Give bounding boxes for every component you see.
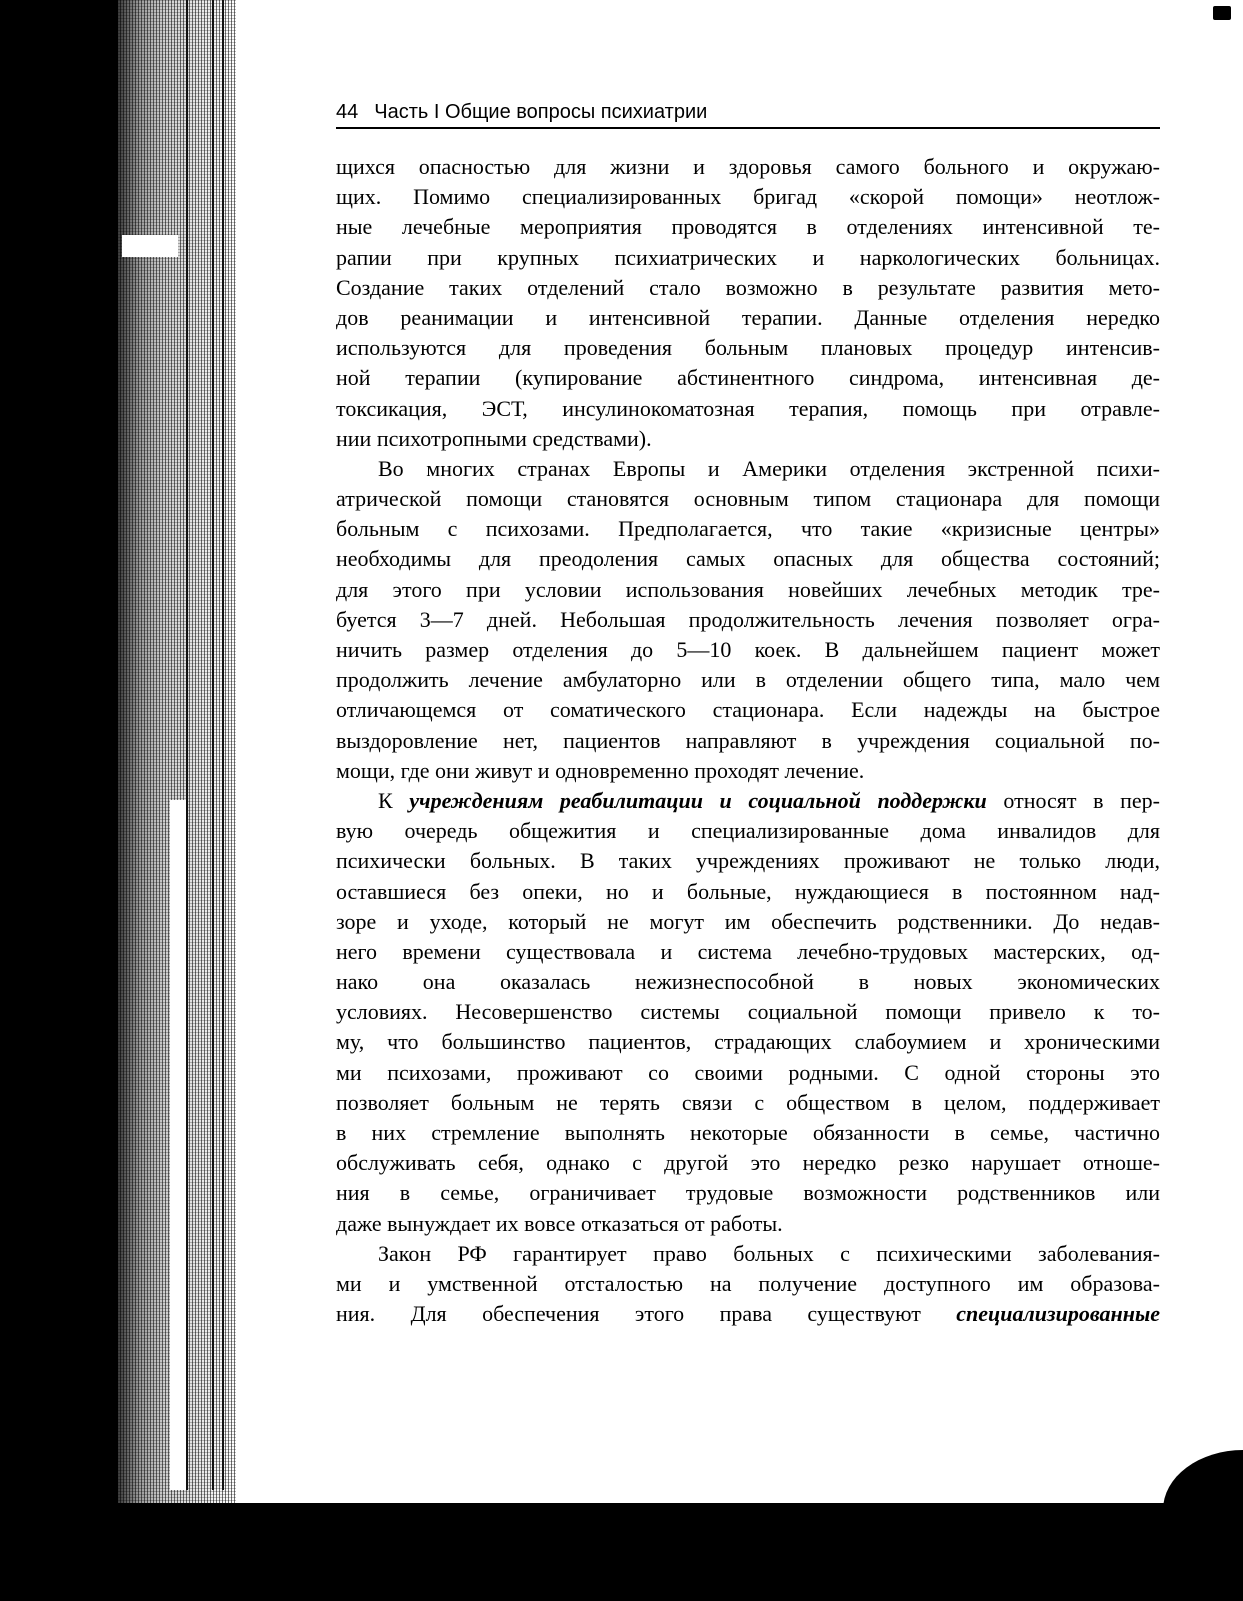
text-line: него времени существовала и система лечебно-трудовых мастерских, од- [336,938,1160,964]
text-line: ми и умственной отсталостью на получение доступного им образова- [336,1270,1160,1296]
emphasis-term: специализированные [956,1301,1160,1327]
text-line: рапии при крупных психиатрических и наркологических больницах. [336,244,1160,270]
text-line: зоре и уходе, который не могут им обеспечить родственники. До недав- [336,908,1160,934]
text-line: мощи, где они живут и одновременно проходят лечение. [336,757,865,783]
text-line: атрической помощи становятся основным типом стационара для помощи [336,486,1160,512]
text-line: оставшиеся без опеки, но и больные, нуждающиеся в постоянном над- [336,878,1160,904]
text-line: му, что большинство пациентов, страдающих слабоумием и хроническими [336,1029,1160,1055]
text-line: ные лечебные мероприятия проводятся в отделениях интенсивной те- [336,214,1160,240]
text-run: относят в пер- [986,787,1160,813]
running-title: Часть I Общие вопросы психиатрии [374,101,708,123]
text-line: для этого при условии использования новейших лечебных методик тре- [336,576,1160,602]
text-line: Создание таких отделений стало возможно в результате развития мето- [336,274,1160,300]
text-line: вую очередь общежития и специализированные дома инвалидов для [336,818,1160,844]
paragraph-3 [336,786,1160,1239]
text-line: больным с психозами. Предполагается, что такие «кризисные центры» [336,516,1160,542]
paragraph-1 [336,152,1160,454]
page-number: 44 [336,101,359,123]
scan-black-margin [0,0,122,1601]
gutter-line [222,0,224,1490]
text-line: ми психозами, проживают со своими родными. С одной стороны это [336,1059,1160,1085]
text-line: отличающемся от соматического стационара. Если надежды на быстрое [336,697,1160,723]
text-line: продолжить лечение амбулаторно или в отделении общего типа, мало чем [336,667,1160,693]
text-line: условиях. Несовершенство системы социальной помощи привело к то- [336,999,1160,1025]
text-line [336,1299,1160,1329]
text-line: используются для проведения больным плановых процедур интенсив- [336,335,1160,361]
text-line [336,786,1160,816]
text-line: нако она оказалась нежизнеспособной в новых экономических [336,969,1160,995]
text-line: выздоровление нет, пациентов направляют в учреждения социальной по- [336,727,1160,753]
scan-bottom-band [0,1503,1243,1601]
text-line: ной терапии (купирование абстинентного синдрома, интенсивная де- [336,365,1160,391]
emphasis-term: учреждениям реабилитации и социальной поддержки [409,787,987,813]
running-header [336,101,1160,129]
gutter-line [186,0,188,1490]
scan-corner-mark [1213,6,1231,20]
text-line: Во многих странах Европы и Америки отделения экстренной психи- [378,455,1160,481]
gutter-highlight [170,800,186,1490]
text-line: буется 3—7 дней. Небольшая продолжительность лечения позволяет огра- [336,606,1160,632]
text-run: К [378,787,410,813]
text-line: дов реанимации и интенсивной терапии. Данные отделения нередко [336,304,1160,330]
text-line: психически больных. В таких учреждениях проживают не только люди, [336,848,1160,874]
text-run: ния. Для обеспечения этого права существуют [336,1301,957,1327]
text-line: необходимы для преодоления самых опасных для общества состояний; [336,546,1160,572]
text-line: даже вынуждает их вовсе отказаться от работы. [336,1210,783,1236]
text-line: обслуживать себя, однако с другой это нередко резко нарушает отноше- [336,1150,1160,1176]
text-line: токсикация, ЭСТ, инсулинокоматозная терапия, помощь при отравле- [336,395,1160,421]
text-line: Закон РФ гарантирует право больных с психическими заболевания- [378,1240,1160,1266]
text-line: ничить размер отделения до 5—10 коек. В дальнейшем пациент может [336,637,1160,662]
text-line: позволяет больным не терять связи с обществом в целом, поддерживает [336,1089,1160,1115]
gutter-highlight [122,235,178,257]
paragraph-2 [336,454,1160,786]
text-line: щих. Помимо специализированных бригад «скорой помощи» неотлож- [336,184,1160,210]
body-text [336,152,1160,1329]
paragraph-4 [336,1239,1160,1330]
text-line: ния в семье, ограничивает трудовые возможности родственников или [336,1180,1160,1206]
text-line: в них стремление выполнять некоторые обязанности в семье, частично [336,1120,1160,1145]
text-line: нии психотропными средствами). [336,425,652,451]
gutter-line [212,0,214,1490]
text-line: щихся опасностью для жизни и здоровья самого больного и окружаю- [336,154,1160,179]
